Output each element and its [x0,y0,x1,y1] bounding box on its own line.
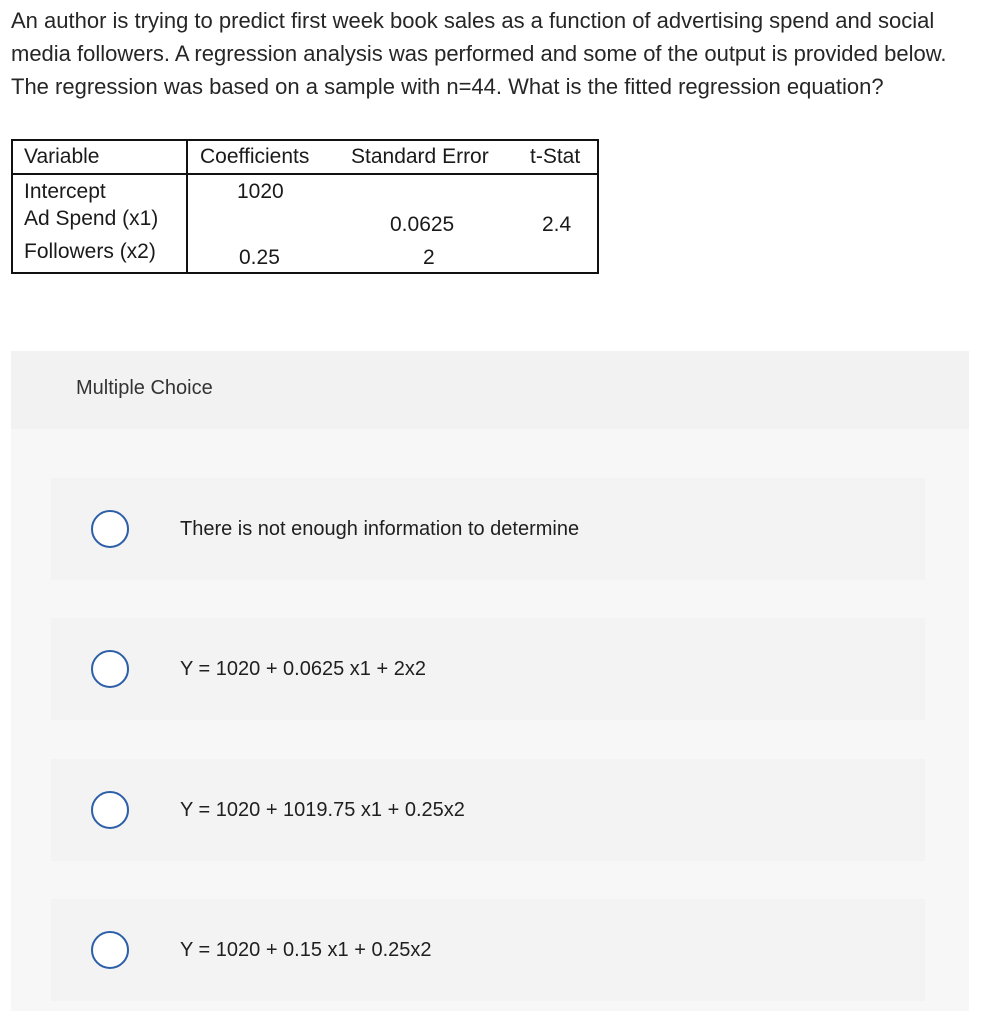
row-intercept-label: Intercept [24,180,106,203]
followers-std-error: 2 [423,246,435,269]
choice-option-3[interactable] [51,759,925,861]
choice-option-1-label: There is not enough information to determine [180,518,580,540]
choice-option-4[interactable] [51,899,925,1001]
ad-spend-std-error: 0.0625 [390,213,455,236]
intercept-coefficient: 1020 [237,180,284,203]
followers-coefficient: 0.25 [239,246,280,269]
radio-circle-icon[interactable] [91,791,129,829]
choice-option-2[interactable] [51,618,925,720]
choice-option-3-label: Y = 1020 + 1019.75 x1 + 0.25x2 [180,799,465,821]
regression-table [11,139,599,274]
header-standard-error: Standard Error [351,145,489,168]
ad-spend-t-stat: 2.4 [542,213,572,236]
header-coefficients: Coefficients [200,145,310,168]
header-variable: Variable [24,145,100,168]
multiple-choice-header [11,351,969,429]
choice-option-2-label: Y = 1020 + 0.0625 x1 + 2x2 [180,658,426,680]
question-text: An author is trying to predict first week book sales as a function of advertising spend and social media followers. A regression analysis was performed and some of the output is provided below. The regression was based on a sample with n=44. What is the fitted regression equation? [11,8,947,99]
table-header-divider [13,173,597,175]
row-followers-label: Followers (x2) [24,240,156,263]
table-column-divider [186,141,188,272]
multiple-choice-panel [11,351,969,1011]
choice-option-1[interactable] [51,478,925,580]
radio-circle-icon[interactable] [91,931,129,969]
radio-circle-icon[interactable] [91,510,129,548]
multiple-choice-title: Multiple Choice [76,377,213,399]
header-t-stat: t-Stat [530,145,581,168]
row-ad-spend-label: Ad Spend (x1) [24,207,159,230]
radio-circle-icon[interactable] [91,650,129,688]
choice-option-4-label: Y = 1020 + 0.15 x1 + 0.25x2 [180,939,432,961]
